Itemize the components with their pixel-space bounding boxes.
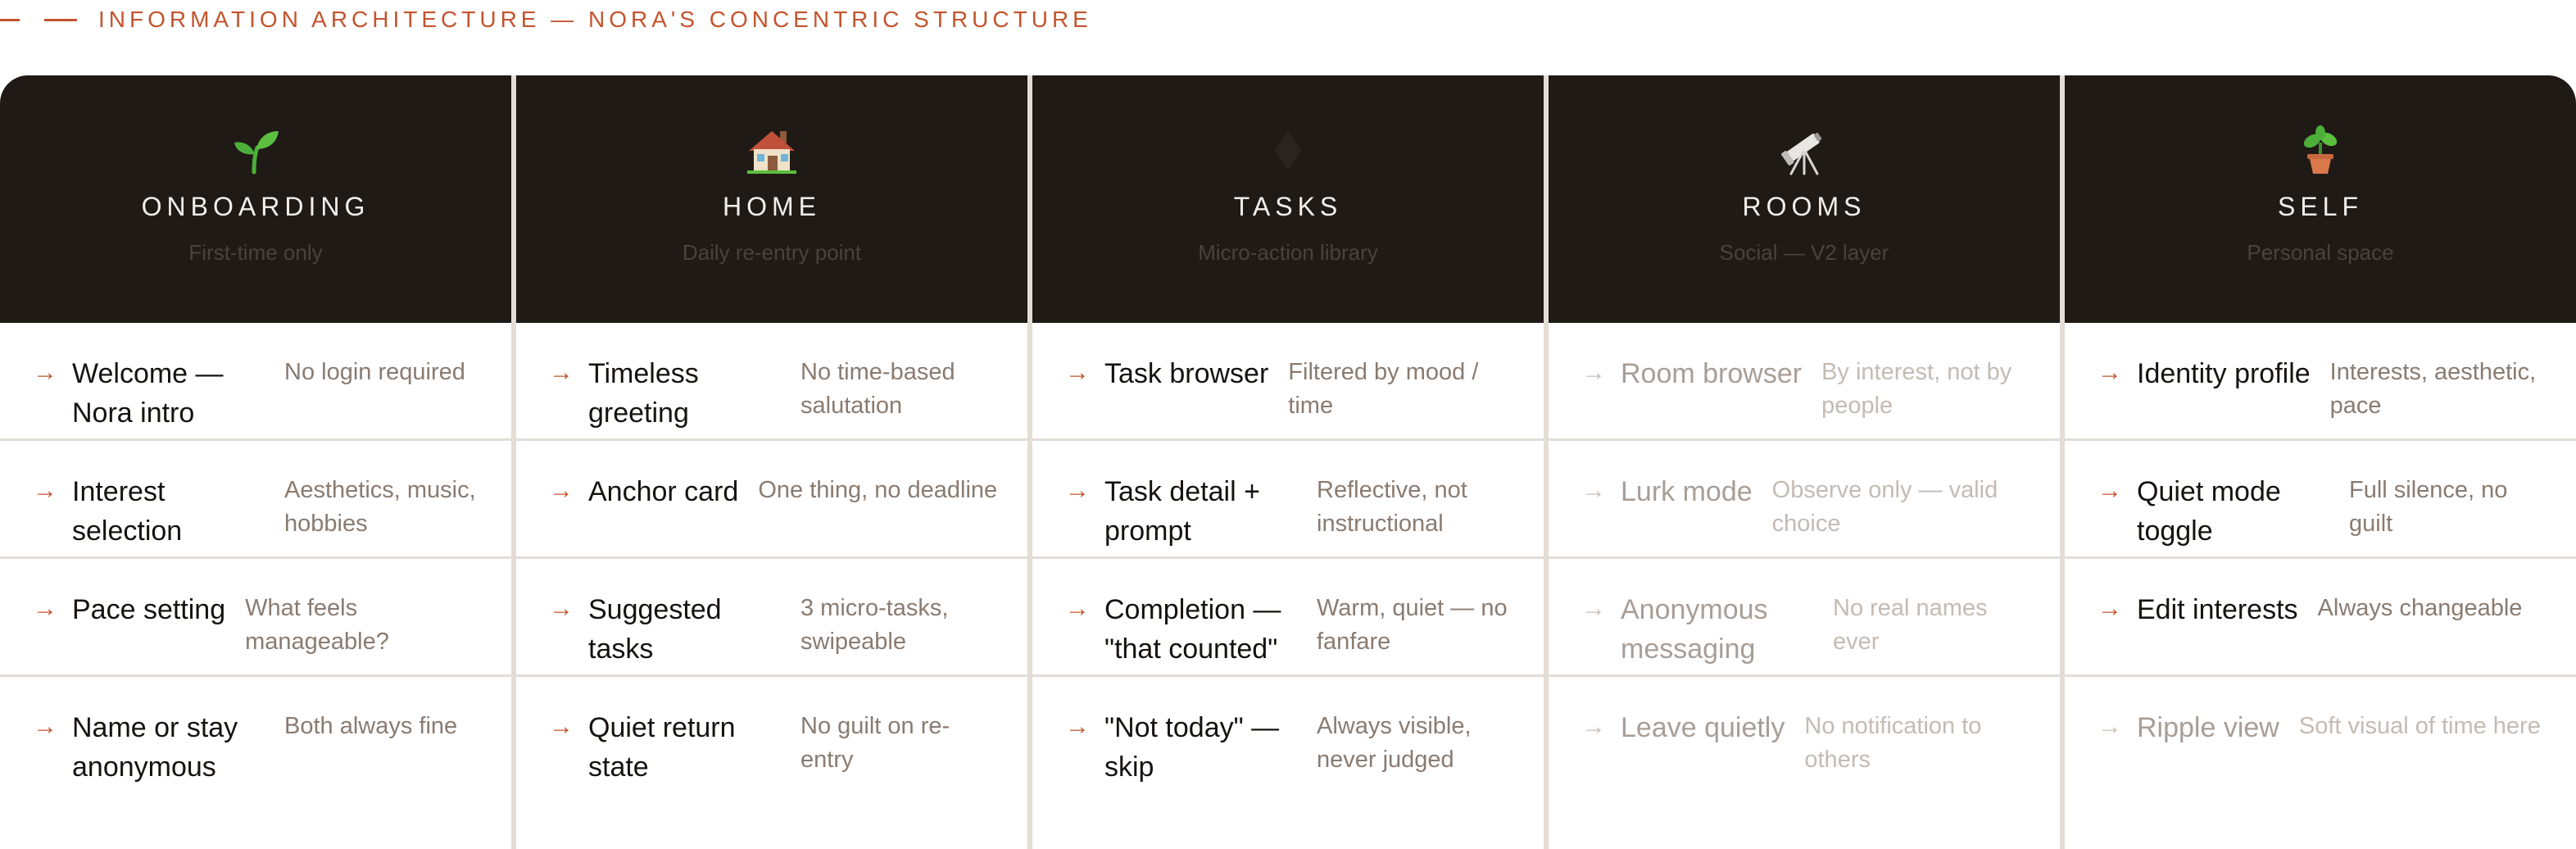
item-description: Filtered by mood / time bbox=[1288, 359, 1479, 419]
arrow-right-icon: → bbox=[33, 713, 57, 740]
column-title: SELF bbox=[2277, 192, 2364, 221]
item-description: No notification to others bbox=[1804, 713, 1982, 773]
list-item[interactable] bbox=[0, 323, 511, 441]
item-title: Room browser bbox=[1621, 358, 1803, 389]
eyebrow-dash bbox=[44, 19, 77, 21]
item-title: Quiet return state bbox=[588, 712, 736, 783]
item-description: Interests, aesthetic, pace bbox=[2329, 359, 2537, 419]
seedling-icon bbox=[229, 121, 282, 180]
column-header bbox=[2065, 75, 2576, 323]
list-item[interactable] bbox=[1549, 441, 2060, 559]
item-title: Lurk mode bbox=[1621, 476, 1753, 507]
item-title: Task detail + prompt bbox=[1104, 476, 1260, 547]
telescope-icon bbox=[1778, 121, 1830, 180]
arrow-right-icon: → bbox=[1581, 477, 1606, 504]
item-title: Edit interests bbox=[2137, 594, 2298, 625]
item-title: Suggested tasks bbox=[588, 594, 722, 665]
item-title: Quiet mode toggle bbox=[2137, 476, 2281, 547]
column-subtitle: Micro-action library bbox=[1198, 240, 1378, 265]
column-home bbox=[516, 75, 1027, 849]
arrow-right-icon: → bbox=[1065, 713, 1090, 740]
arrow-right-icon: → bbox=[33, 595, 57, 622]
list-item[interactable] bbox=[516, 677, 1027, 795]
list-item[interactable] bbox=[516, 323, 1027, 441]
item-description: No real names ever bbox=[1833, 595, 1988, 655]
item-title: Leave quietly bbox=[1621, 712, 1785, 743]
list-item[interactable] bbox=[1549, 677, 2060, 795]
item-title: Anonymous messaging bbox=[1621, 594, 1768, 665]
item-title: Interest selection bbox=[72, 476, 183, 547]
item-title: Task browser bbox=[1104, 358, 1269, 389]
item-title: Timeless greeting bbox=[588, 358, 699, 429]
arrow-right-icon: → bbox=[2098, 359, 2122, 386]
arrow-right-icon: → bbox=[1065, 595, 1090, 622]
item-title: Pace setting bbox=[72, 594, 226, 625]
column-subtitle: Personal space bbox=[2247, 240, 2394, 265]
item-description: Soft visual of time here bbox=[2298, 713, 2541, 739]
eyebrow-dash bbox=[0, 19, 20, 21]
item-title: Name or stay anonymous bbox=[72, 712, 238, 783]
item-description: Always visible, never judged bbox=[1317, 713, 1472, 773]
list-item[interactable] bbox=[1549, 323, 2060, 441]
item-description: Full silence, no guilt bbox=[2349, 477, 2508, 537]
item-title: Identity profile bbox=[2137, 358, 2311, 389]
list-item[interactable] bbox=[1032, 677, 1544, 795]
item-title: Ripple view bbox=[2137, 712, 2279, 743]
column-title: TASKS bbox=[1233, 192, 1343, 221]
list-item[interactable] bbox=[2065, 677, 2576, 795]
list-item[interactable] bbox=[1032, 559, 1544, 677]
section-title: INFORMATION ARCHITECTURE — NORA'S CONCENTRIC STRUCTURE bbox=[98, 7, 1092, 32]
column-header bbox=[0, 75, 511, 323]
list-item[interactable] bbox=[0, 677, 511, 795]
item-title: Completion — "that counted" bbox=[1104, 594, 1281, 665]
arrow-right-icon: → bbox=[549, 359, 574, 386]
list-item[interactable] bbox=[1032, 323, 1544, 441]
item-description: Warm, quiet — no fanfare bbox=[1317, 595, 1508, 655]
potted-plant-icon bbox=[2294, 121, 2347, 180]
list-item[interactable] bbox=[2065, 559, 2576, 677]
arrow-right-icon: → bbox=[549, 595, 574, 622]
arrow-right-icon: → bbox=[549, 713, 574, 740]
arrow-right-icon: → bbox=[2098, 477, 2122, 504]
item-title: "Not today" — skip bbox=[1104, 712, 1280, 783]
column-tasks bbox=[1032, 75, 1544, 849]
arrow-right-icon: → bbox=[2098, 595, 2122, 622]
arrow-right-icon: → bbox=[33, 359, 57, 386]
column-self bbox=[2065, 75, 2576, 849]
item-title: Welcome — Nora intro bbox=[72, 358, 224, 429]
arrow-right-icon: → bbox=[2098, 713, 2122, 740]
item-description: Reflective, not instructional bbox=[1317, 477, 1467, 537]
item-description: What feels manageable? bbox=[245, 595, 389, 655]
item-description: No login required bbox=[284, 359, 465, 385]
item-description: One thing, no deadline bbox=[758, 477, 998, 503]
arrow-right-icon: → bbox=[1581, 595, 1606, 622]
column-subtitle: Daily re-entry point bbox=[682, 240, 862, 265]
column-title: ROOMS bbox=[1742, 192, 1866, 221]
item-description: No time-based salutation bbox=[800, 359, 955, 419]
arrow-right-icon: → bbox=[549, 477, 574, 504]
arrow-right-icon: → bbox=[33, 477, 57, 504]
column-title: HOME bbox=[723, 192, 821, 221]
column-rooms bbox=[1549, 75, 2060, 849]
column-subtitle: Social — V2 layer bbox=[1719, 240, 1889, 265]
house-icon bbox=[746, 121, 798, 180]
column-header bbox=[1032, 75, 1544, 323]
column-header bbox=[1549, 75, 2060, 323]
item-description: Both always fine bbox=[284, 713, 458, 739]
list-item[interactable] bbox=[0, 441, 511, 559]
item-description: Observe only — valid choice bbox=[1771, 477, 1998, 537]
arrow-right-icon: → bbox=[1065, 477, 1090, 504]
item-description: By interest, not by people bbox=[1821, 359, 2012, 419]
column-title: ONBOARDING bbox=[141, 192, 370, 221]
item-title: Anchor card bbox=[588, 476, 739, 507]
diamond-icon bbox=[1272, 121, 1304, 180]
column-subtitle: First-time only bbox=[188, 240, 323, 265]
column-header bbox=[516, 75, 1027, 323]
arrow-right-icon: → bbox=[1065, 359, 1090, 386]
arrow-right-icon: → bbox=[1581, 359, 1606, 386]
item-description: 3 micro-tasks, swipeable bbox=[800, 595, 949, 655]
arrow-right-icon: → bbox=[1581, 713, 1606, 740]
list-item[interactable] bbox=[2065, 323, 2576, 441]
list-item[interactable] bbox=[516, 559, 1027, 677]
ia-board bbox=[0, 75, 2576, 849]
item-description: Aesthetics, music, hobbies bbox=[284, 477, 476, 537]
item-description: Always changeable bbox=[2317, 595, 2523, 621]
section-eyebrow bbox=[0, 5, 1092, 34]
list-item[interactable] bbox=[1549, 559, 2060, 677]
item-description: No guilt on re-entry bbox=[800, 713, 950, 773]
list-item[interactable] bbox=[1032, 441, 1544, 559]
column-onboarding bbox=[0, 75, 511, 849]
list-item[interactable] bbox=[2065, 441, 2576, 559]
list-item[interactable] bbox=[0, 559, 511, 677]
list-item[interactable] bbox=[516, 441, 1027, 559]
